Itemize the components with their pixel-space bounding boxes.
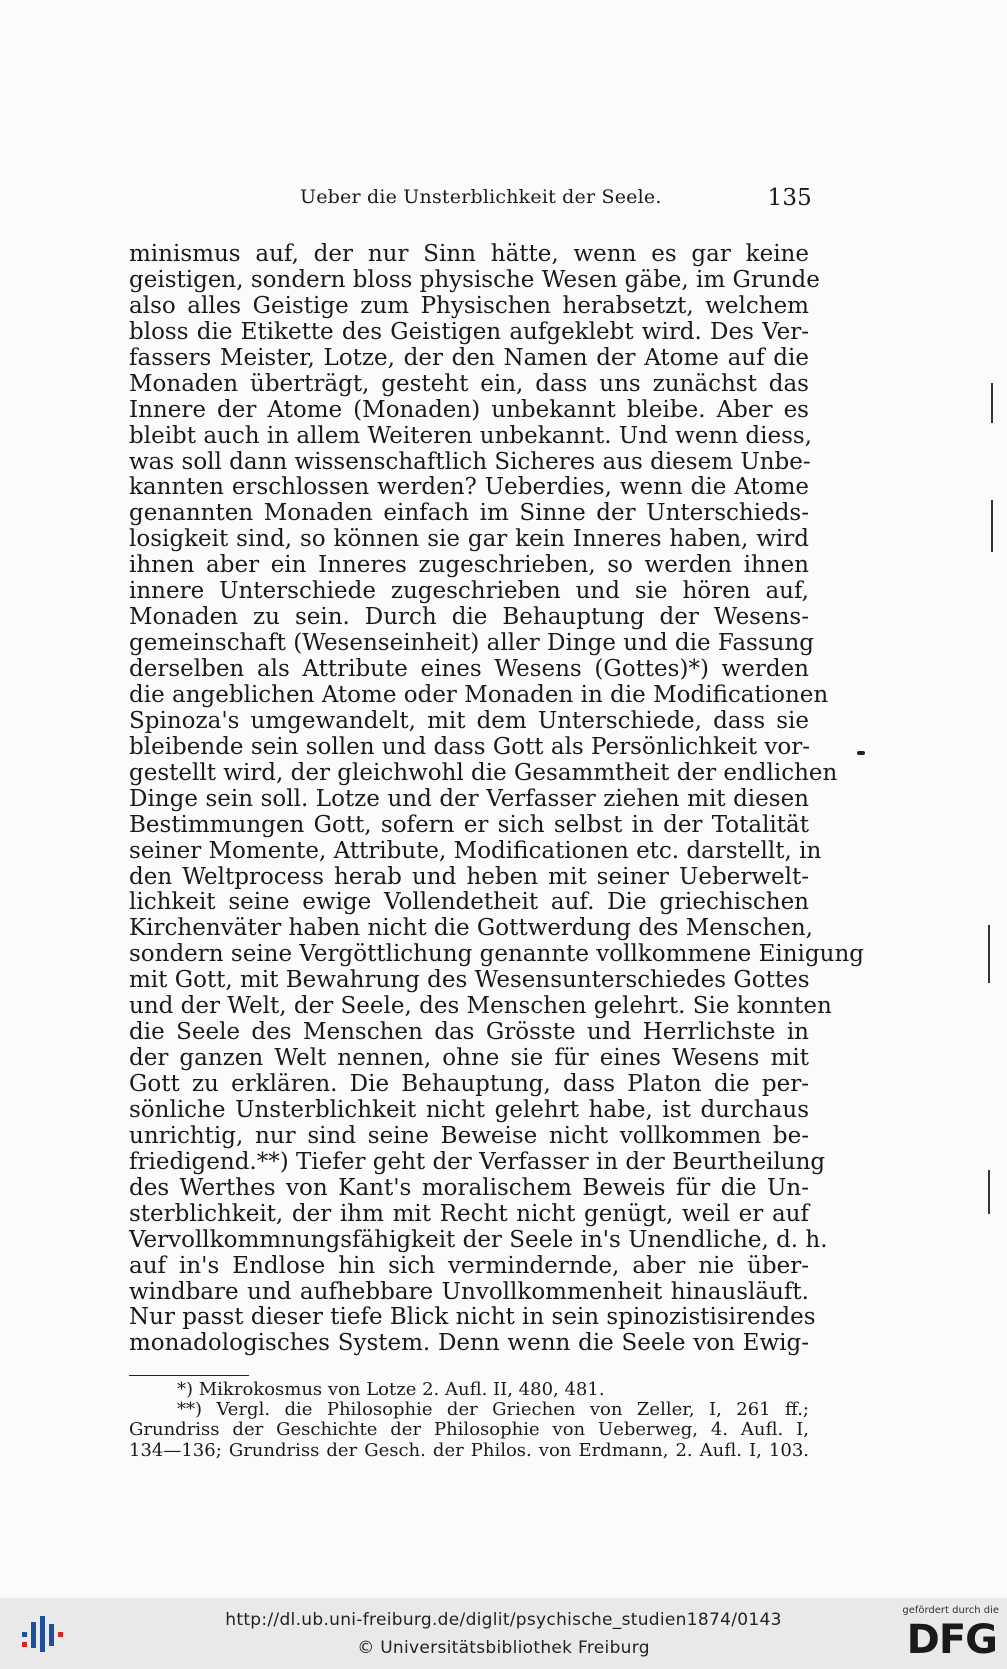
text-line: der ganzen Welt nennen, ohne sie für eines Wesens mit: [129, 1045, 809, 1072]
text-line: Dinge sein soll. Lotze und der Verfasser ziehen mit diesen: [129, 785, 809, 812]
text-line: was soll dann wissenschaftlich Sicheres aus diesem Unbe-: [129, 448, 811, 475]
page-number: 135: [767, 185, 812, 211]
text-line: Monaden überträgt, gesteht ein, dass uns zunächst das: [129, 370, 809, 397]
footer-bar: [0, 1598, 1007, 1669]
text-line: kannten erschlossen werden? Ueberdies, wenn die Atome: [129, 474, 809, 501]
text-line: lichkeit seine ewige Vollendetheit auf. Die griechischen: [129, 889, 809, 916]
text-line: genannten Monaden einfach im Sinne der Unterschieds-: [129, 500, 809, 527]
text-line: windbare und aufhebbare Unvollkommenheit hinausläuft.: [129, 1278, 809, 1305]
source-url[interactable]: http://dl.ub.uni-freiburg.de/diglit/psychische_studien1874/0143: [225, 1610, 782, 1630]
margin-mark: [988, 1170, 990, 1214]
copyright: © Universitätsbibliothek Freiburg: [357, 1638, 650, 1658]
footnote-line: Grundriss der Geschichte der Philosophie von Ueberweg, 4. Aufl. I,: [129, 1419, 809, 1441]
text-line: Innere der Atome (Monaden) unbekannt bleibe. Aber es: [129, 396, 809, 423]
text-line: mit Gott, mit Bewahrung des Wesensunterschiedes Gottes: [129, 967, 810, 994]
running-title: Ueber die Unsterblichkeit der Seele.: [300, 186, 662, 208]
text-line: unrichtig, nur sind seine Beweise nicht vollkommen be-: [129, 1122, 809, 1149]
text-line: die angeblichen Atome oder Monaden in die Modificationen: [129, 681, 829, 708]
text-line: seiner Momente, Attribute, Modificationen etc. darstellt, in: [129, 837, 822, 864]
text-line: auf in's Endlose hin sich vermindernde, aber nie über-: [129, 1252, 809, 1279]
footnote-line: 134—136; Grundriss der Gesch. der Philos. von Erdmann, 2. Aufl. I, 103.: [129, 1439, 809, 1461]
text-line: innere Unterschiede zugeschrieben und sie hören auf,: [129, 578, 809, 605]
dfg-note: gefördert durch die: [902, 1605, 999, 1616]
text-line: Kirchenväter haben nicht die Gottwerdung des Menschen,: [129, 915, 813, 942]
margin-mark: [991, 500, 993, 552]
text-line: bloss die Etikette des Geistigen aufgeklebt wird. Des Ver-: [129, 318, 809, 345]
text-line: die Seele des Menschen das Grösste und Herrlichste in: [129, 1019, 809, 1046]
text-line: Spinoza's umgewandelt, mit dem Unterschiede, dass sie: [129, 707, 809, 734]
text-line: des Werthes von Kant's moralischem Beweis für die Un-: [129, 1174, 809, 1201]
text-line: gemeinschaft (Wesenseinheit) aller Dinge und die Fassung: [129, 630, 814, 657]
margin-mark: [991, 383, 993, 423]
text-line: losigkeit sind, so können sie gar kein Inneres haben, wird: [129, 526, 809, 553]
text-line: Vervollkommnungsfähigkeit der Seele in's Unendliche, d. h.: [129, 1226, 828, 1253]
body-text: [129, 241, 864, 1357]
text-line: bleibt auch in allem Weiteren unbekannt. Und wenn diess,: [129, 422, 812, 449]
text-line: den Weltprocess herab und heben mit seiner Ueberwelt-: [129, 863, 809, 890]
text-line: Nur passt dieser tiefe Blick nicht in sein spinozistisirendes: [129, 1304, 816, 1331]
text-line: Gott zu erklären. Die Behauptung, dass Platon die per-: [129, 1071, 809, 1097]
dfg-logo: DFG: [906, 1617, 997, 1663]
margin-dot: [857, 751, 865, 755]
margin-mark: [988, 925, 990, 983]
text-line: sterblichkeit, der ihm mit Recht nicht genügt, weil er auf: [129, 1200, 809, 1227]
text-line: ihnen aber ein Inneres zugeschrieben, so werden ihnen: [129, 552, 809, 579]
text-line: monadologisches System. Denn wenn die Seele von Ewig-: [129, 1330, 809, 1357]
text-line: friedigend.**) Tiefer geht der Verfasser in der Beurtheilung: [129, 1148, 826, 1175]
footnotes: [129, 1380, 809, 1461]
footnote-line: *) Mikrokosmus von Lotze 2. Aufl. II, 480, 481.: [177, 1379, 605, 1400]
text-line: also alles Geistige zum Physischen herabsetzt, welchem: [129, 292, 809, 319]
text-line: minismus auf, der nur Sinn hätte, wenn es gar keine: [129, 241, 809, 267]
text-line: fassers Meister, Lotze, der den Namen der Atome auf die: [129, 344, 809, 371]
text-line: Bestimmungen Gott, sofern er sich selbst in der Totalität: [129, 811, 809, 838]
footnote-rule: [129, 1375, 249, 1376]
text-line: bleibende sein sollen und dass Gott als Persönlichkeit vor-: [129, 733, 811, 760]
text-line: sondern seine Vergöttlichung genannte vollkommene Einigung: [129, 941, 864, 968]
text-line: derselben als Attribute eines Wesens (Gottes)*) werden: [129, 656, 809, 682]
text-line: geistigen, sondern bloss physische Wesen gäbe, im Grunde: [129, 266, 820, 293]
text-line: gestellt wird, der gleichwohl die Gesammtheit der endlichen: [129, 759, 838, 786]
footnote-line: **) Vergl. die Philosophie der Griechen von Zeller, I, 261 ff.;: [177, 1399, 809, 1421]
text-line: sönliche Unsterblichkeit nicht gelehrt habe, ist durchaus: [129, 1096, 809, 1123]
text-line: Monaden zu sein. Durch die Behauptung der Wesens-: [129, 604, 809, 631]
text-line: und der Welt, der Seele, des Menschen gelehrt. Sie konnten: [129, 993, 832, 1020]
